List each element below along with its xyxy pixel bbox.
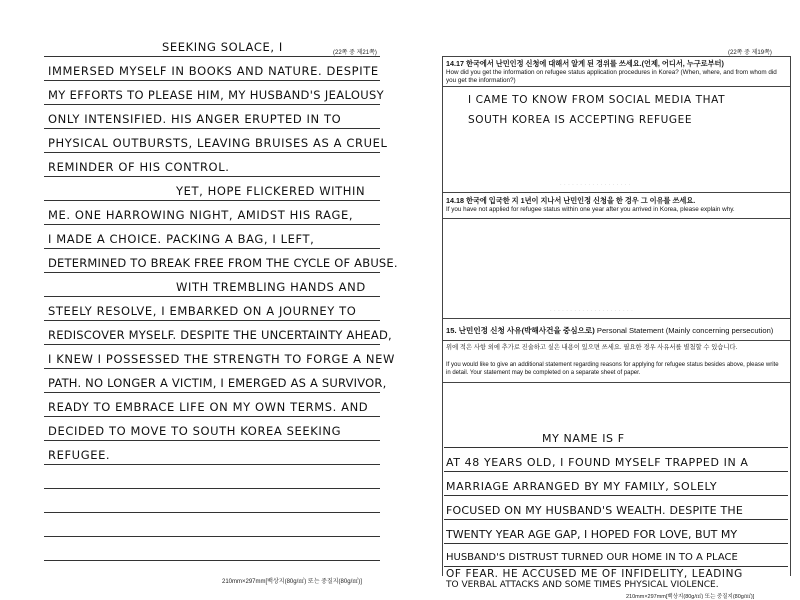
ruled-line xyxy=(44,56,380,57)
handwritten-line: MY EFFORTS TO PLEASE HIM, MY HUSBAND'S JEALOUSY xyxy=(48,88,385,102)
question-1418-title: 14.18 한국에 입국한 지 1년이 지나서 난민인정 신청을 한 경우 그 이유를 쓰세요. xyxy=(446,196,696,205)
handwritten-line: REFUGEE. xyxy=(48,448,111,462)
section-divider xyxy=(442,340,790,341)
ruled-line xyxy=(44,176,380,177)
ruled-line xyxy=(44,200,380,201)
section-divider xyxy=(442,218,790,219)
question-15-note-ko: 위에 적은 사항 외에 추가로 진술하고 싶은 내용이 있으면 쓰세요. 필요한 경우 사유서를 별첨할 수 있습니다. xyxy=(446,344,738,351)
right-page xyxy=(410,0,800,600)
ruled-line xyxy=(44,416,380,417)
ruled-line xyxy=(44,488,380,489)
handwritten-line: READY TO EMBRACE LIFE ON MY OWN TERMS. AND xyxy=(48,400,369,414)
handwritten-line: REMINDER OF HIS CONTROL. xyxy=(48,160,230,174)
paper-spec-footer: 210mm×297mm[백상지(80g/㎡) 또는 중질지(80g/㎡)] xyxy=(222,579,362,585)
page-indicator: (22쪽 중 제21쪽) xyxy=(333,50,377,56)
handwritten-line: STEELY RESOLVE, I EMBARKED ON A JOURNEY TO xyxy=(48,304,357,318)
handwritten-line: PHYSICAL OUTBURSTS, LEAVING BRUISES AS A CRUEL xyxy=(48,136,388,150)
ruled-line xyxy=(44,440,380,441)
ruled-line xyxy=(444,543,788,544)
ruled-line xyxy=(44,248,380,249)
answer-1417-line: I CAME TO KNOW FROM SOCIAL MEDIA THAT xyxy=(468,94,726,106)
ruled-line xyxy=(44,128,380,129)
section-divider xyxy=(442,86,790,87)
handwritten-line: REDISCOVER MYSELF. DESPITE THE UNCERTAINTY AHEAD, xyxy=(48,328,392,342)
question-15-title-en: Personal Statement (Mainly concerning persecution) xyxy=(596,326,774,335)
page-heading: SEEKING SOLACE, I xyxy=(162,40,283,54)
answer-1417-line: SOUTH KOREA IS ACCEPTING REFUGEE xyxy=(468,114,693,126)
handwritten-line: WITH TREMBLING HANDS AND xyxy=(176,280,366,294)
page-indicator: (22쪽 중 제19쪽) xyxy=(728,50,772,56)
handwritten-line: PATH. NO LONGER A VICTIM, I EMERGED AS A SURVIVOR, xyxy=(48,376,387,390)
section-divider xyxy=(442,192,790,193)
handwritten-line: ONLY INTENSIFIED. HIS ANGER ERUPTED IN TO xyxy=(48,112,342,126)
section-divider xyxy=(442,382,790,383)
answer-15-line: HUSBAND'S DISTRUST TURNED OUR HOME IN TO A PLACE xyxy=(446,552,738,563)
ruled-line xyxy=(44,392,380,393)
handwritten-line: DECIDED TO MOVE TO SOUTH KOREA SEEKING xyxy=(48,424,342,438)
handwritten-line: I KNEW I POSSESSED THE STRENGTH TO FORGE A NEW xyxy=(48,352,395,366)
ruled-line xyxy=(44,512,380,513)
ruled-line xyxy=(44,296,380,297)
form-border-right xyxy=(790,56,791,576)
question-1417-title: 14.17 한국에서 난민인정 신청에 대해서 알게 된 경위를 쓰세요.(언제, 어디서, 누구로부터) xyxy=(446,59,724,68)
bleed-through-text: · · · · · · · · · · · · · · · · · · xyxy=(560,182,632,188)
ruled-line xyxy=(44,152,380,153)
ruled-line xyxy=(44,464,380,465)
answer-15-line: AT 48 YEARS OLD, I FOUND MYSELF TRAPPED IN A xyxy=(446,456,749,469)
ruled-line xyxy=(444,519,788,520)
handwritten-line: DETERMINED TO BREAK FREE FROM THE CYCLE OF ABUSE. xyxy=(48,256,398,270)
ruled-line xyxy=(444,495,788,496)
ruled-line xyxy=(44,560,380,561)
answer-15-line: MY NAME IS F xyxy=(542,432,625,445)
ruled-line xyxy=(44,224,380,225)
question-15-title-ko: 15. 난민인정 신청 사유(박해사건을 중심으로) xyxy=(446,326,595,335)
answer-15-line: MARRIAGE ARRANGED BY MY FAMILY, SOLELY xyxy=(446,480,718,493)
handwritten-line: I MADE A CHOICE. PACKING A BAG, I LEFT, xyxy=(48,232,315,246)
answer-15-line: TWENTY YEAR AGE GAP, I HOPED FOR LOVE, BUT MY xyxy=(446,528,738,541)
handwritten-line: YET, HOPE FLICKERED WITHIN xyxy=(176,184,366,198)
question-15-title xyxy=(446,325,773,336)
ruled-line xyxy=(44,536,380,537)
section-divider xyxy=(442,56,790,57)
answer-15-line: FOCUSED ON MY HUSBAND'S WEALTH. DESPITE THE xyxy=(446,504,744,517)
answer-15-line: TO VERBAL ATTACKS AND SOME TIMES PHYSICAL VIOLENCE. xyxy=(446,580,719,590)
ruled-line xyxy=(444,566,788,567)
question-1417-subtitle: How did you get the information on refugee status application procedures in Korea? (When, where, and from whom did you get the information?) xyxy=(446,69,777,84)
ruled-line xyxy=(444,447,788,448)
question-1418-subtitle: If you have not applied for refugee status within one year after you arrived in Korea, please explain why. xyxy=(446,206,735,213)
bleed-through-text: · · · · · · · · · · · · · · · · · · · · · xyxy=(550,308,634,314)
ruled-line xyxy=(44,368,380,369)
answer-15-line: OF FEAR. HE ACCUSED ME OF INFIDELITY, LEADING xyxy=(446,568,743,580)
ruled-line xyxy=(44,80,380,81)
form-border-left xyxy=(442,56,443,576)
ruled-line xyxy=(444,471,788,472)
ruled-line xyxy=(44,320,380,321)
ruled-line xyxy=(44,272,380,273)
section-divider xyxy=(442,318,790,319)
ruled-line xyxy=(44,344,380,345)
ruled-line xyxy=(44,104,380,105)
handwritten-line: IMMERSED MYSELF IN BOOKS AND NATURE. DESPITE xyxy=(48,64,379,78)
question-15-note-en: If you would like to give an additional statement regarding reasons for applying for refugee status besides above, please write in detail. Your statement may be completed on a separate sheet of paper. xyxy=(446,362,779,376)
paper-spec-footer: 210mm×297mm[백상지(80g/㎡) 또는 중질지(80g/㎡)] xyxy=(626,594,755,600)
handwritten-line: ME. ONE HARROWING NIGHT, AMIDST HIS RAGE, xyxy=(48,208,354,222)
